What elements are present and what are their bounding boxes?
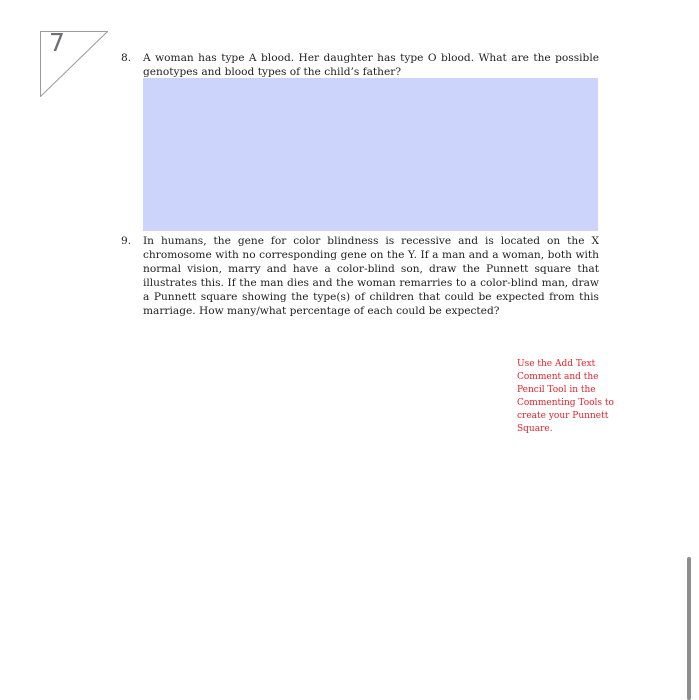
question-9: [121, 234, 599, 318]
instruction-comment: Use the Add Text Comment and the Pencil Tool in the Commenting Tools to create your Punnett Square.: [517, 359, 614, 434]
page-number: 7: [49, 28, 65, 57]
question-text: A woman has type A blood. Her daughter has type O blood. What are the possible genotypes and blood types of the child’s father?: [143, 52, 599, 78]
question-8: [121, 51, 599, 79]
question-number: 9.: [121, 235, 132, 247]
question-number: 8.: [121, 52, 132, 64]
question-text: In humans, the gene for color blindness is recessive and is located on the X chromosome with no corresponding gene on the Y. If a man and a woman, both with normal vision, marry and have a color-blind son, draw the Punnett square that illustrates this. If the man dies and the woman remarries to a color-blind man, draw a Punnett square showing the type(s) of children that could be expected from this marriage. How many/what percentage of each could be expected?: [143, 235, 599, 317]
vertical-scrollbar[interactable]: [687, 557, 691, 700]
answer-text-field[interactable]: [143, 78, 598, 231]
